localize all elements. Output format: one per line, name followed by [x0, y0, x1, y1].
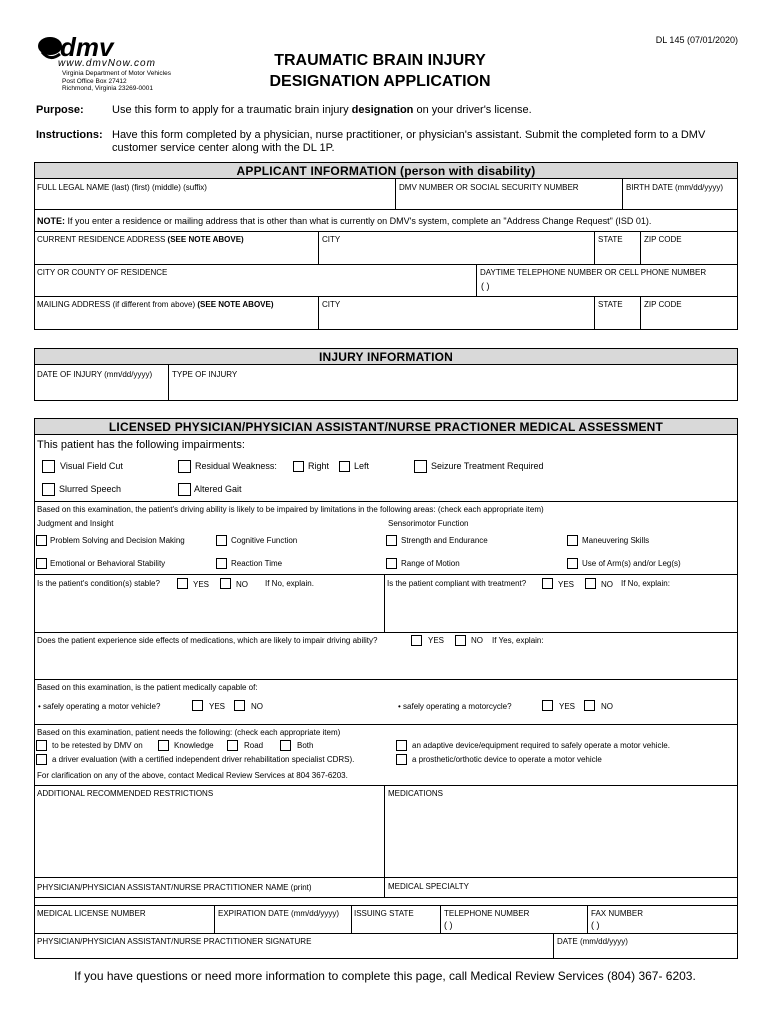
compliant-explain-label: If No, explain:	[621, 579, 670, 588]
impairments-intro: This patient has the following impairments:	[37, 439, 245, 451]
signature-date-field[interactable]	[558, 946, 734, 958]
footer-note: If you have questions or need more information to complete this page, call Medical Review Services (804) 367- 6203.	[74, 969, 696, 983]
cognitive-checkbox[interactable]	[216, 535, 227, 546]
mailing-state-label: STATE	[598, 300, 623, 309]
residence-zip-field[interactable]	[644, 246, 734, 260]
retested-label: to be retested by DMV on	[52, 741, 143, 750]
stable-explain-label: If No, explain.	[265, 579, 314, 588]
assessment-header: LICENSED PHYSICIAN/PHYSICIAN ASSISTANT/NURSE PRACTIONER MEDICAL ASSESSMENT	[35, 419, 737, 435]
practitioner-name-field[interactable]	[40, 892, 380, 897]
mailing-state-field[interactable]	[597, 312, 637, 326]
adaptive-checkbox[interactable]	[396, 740, 407, 751]
residence-address-field[interactable]	[40, 246, 314, 260]
cognitive-label: Cognitive Function	[231, 536, 298, 545]
visual-field-cut-checkbox[interactable]	[42, 460, 55, 473]
motorcycle-no-label: NO	[601, 702, 613, 711]
expiration-label: EXPIRATION DATE (mm/dd/yyyy)	[218, 909, 340, 918]
instructions-text: Have this form completed by a physician, nurse practitioner, or physician's assistant. Submit the completed form to a DMV customer service center along with the DL 1P.	[112, 129, 706, 154]
injury-date-label: DATE OF INJURY (mm/dd/yyyy)	[37, 370, 153, 379]
capable-intro: Based on this examination, is the patient medically capable of:	[37, 683, 258, 692]
reaction-label: Reaction Time	[231, 559, 283, 568]
slurred-speech-label: Slurred Speech	[59, 484, 122, 494]
maneuvering-label: Maneuvering Skills	[582, 536, 650, 545]
specialty-field[interactable]	[390, 892, 734, 897]
dmv-logo-text: dmv	[60, 32, 114, 62]
form-number: DL 145 (07/01/2020)	[655, 35, 738, 45]
address-line: Post Office Box 27412	[62, 77, 127, 85]
range-motion-label: Range of Motion	[401, 559, 460, 568]
reaction-checkbox[interactable]	[216, 558, 227, 569]
residual-weakness-label: Residual Weakness:	[195, 461, 277, 471]
stable-no-label: NO	[236, 580, 248, 589]
residence-city-field[interactable]	[322, 246, 590, 260]
instructions-label: Instructions:	[36, 129, 103, 141]
full-name-field[interactable]	[40, 192, 390, 206]
motor-vehicle-yes-label: YES	[209, 702, 226, 711]
motorcycle-yes-checkbox[interactable]	[542, 700, 553, 711]
dmv-number-field[interactable]	[400, 192, 618, 206]
mailing-zip-label: ZIP CODE	[644, 300, 682, 309]
prosthetic-label: a prosthetic/orthotic device to operate a motor vehicle	[412, 755, 602, 764]
residence-city-label: CITY	[322, 235, 341, 244]
residence-state-field[interactable]	[597, 246, 637, 260]
birth-date-field[interactable]	[627, 192, 735, 206]
county-field[interactable]	[40, 279, 470, 293]
license-number-field[interactable]	[40, 919, 210, 932]
adaptive-label: an adaptive device/equipment required to safely operate a motor vehicle.	[412, 741, 670, 750]
purpose-label: Purpose:	[36, 104, 84, 116]
specialty-label: MEDICAL SPECIALTY	[388, 882, 469, 891]
phone-label: DAYTIME TELEPHONE NUMBER OR CELL PHONE NUMBER	[480, 268, 707, 277]
side-effects-no-checkbox[interactable]	[455, 635, 466, 646]
problem-solving-label: Problem Solving and Decision Making	[50, 536, 185, 545]
right-label: Right	[308, 461, 330, 471]
visual-field-cut-label: Visual Field Cut	[60, 461, 123, 471]
use-arms-checkbox[interactable]	[567, 558, 578, 569]
compliant-no-label: NO	[601, 580, 613, 589]
dmv-number-label: DMV NUMBER OR SOCIAL SECURITY NUMBER	[399, 183, 579, 192]
applicant-header: APPLICANT INFORMATION (person with disability)	[35, 163, 737, 179]
strength-label: Strength and Endurance	[401, 536, 488, 545]
needs-intro: Based on this examination, patient needs the following: (check each appropriate item)	[37, 728, 341, 737]
injury-date-field[interactable]	[40, 382, 164, 398]
signature-field[interactable]	[40, 946, 548, 958]
compliant-yes-checkbox[interactable]	[542, 578, 553, 589]
dmv-logo	[36, 32, 226, 94]
problem-solving-checkbox[interactable]	[36, 535, 47, 546]
motor-vehicle-yes-checkbox[interactable]	[192, 700, 203, 711]
birth-date-label: BIRTH DATE (mm/dd/yyyy)	[626, 183, 724, 192]
altered-gait-checkbox[interactable]	[178, 483, 191, 496]
full-name-label: FULL LEGAL NAME (last) (first) (middle) (suffix)	[37, 183, 207, 192]
motorcycle-yes-label: YES	[559, 702, 576, 711]
emotional-checkbox[interactable]	[36, 558, 47, 569]
restrictions-label: ADDITIONAL RECOMMENDED RESTRICTIONS	[37, 789, 214, 798]
county-label: CITY OR COUNTY OF RESIDENCE	[37, 268, 168, 277]
side-effects-explain-field[interactable]	[40, 650, 734, 676]
page-title	[230, 50, 530, 92]
judgment-heading: Judgment and Insight	[37, 519, 114, 528]
retested-checkbox[interactable]	[36, 740, 47, 751]
motor-vehicle-question: • safely operating a motor vehicle?	[38, 702, 161, 711]
altered-gait-label: Altered Gait	[194, 484, 242, 494]
stable-no-checkbox[interactable]	[220, 578, 231, 589]
knowledge-checkbox[interactable]	[158, 740, 169, 751]
injury-type-label: TYPE OF INJURY	[172, 370, 238, 379]
address-line: Virginia Department of Motor Vehicles	[62, 70, 171, 77]
fax-field[interactable]	[606, 919, 734, 932]
side-effects-yes-checkbox[interactable]	[411, 635, 422, 646]
compliant-yes-label: YES	[558, 580, 575, 589]
title-line-2: DESIGNATION APPLICATION	[269, 73, 491, 90]
practitioner-name-label: PHYSICIAN/PHYSICIAN ASSISTANT/NURSE PRACTITIONER NAME (print)	[37, 883, 312, 892]
residence-state-label: STATE	[598, 235, 623, 244]
phone-paren: ( )	[481, 281, 490, 291]
issuing-state-field[interactable]	[355, 919, 437, 932]
motorcycle-question: • safely operating a motorcycle?	[398, 702, 512, 711]
side-effects-no-label: NO	[471, 636, 483, 645]
left-checkbox[interactable]	[339, 461, 350, 472]
license-number-label: MEDICAL LICENSE NUMBER	[37, 909, 146, 918]
seizure-label: Seizure Treatment Required	[431, 461, 544, 471]
both-label: Both	[297, 741, 314, 750]
injury-header: INJURY INFORMATION	[35, 349, 737, 365]
mailing-address-label: MAILING ADDRESS (if different from above) (SEE NOTE ABOVE)	[37, 300, 274, 309]
side-effects-explain-label: If Yes, explain:	[492, 636, 544, 645]
range-motion-checkbox[interactable]	[386, 558, 397, 569]
title-line-1: TRAUMATIC BRAIN INJURY	[274, 52, 486, 69]
motor-vehicle-no-label: NO	[251, 702, 263, 711]
signature-date-label: DATE (mm/dd/yyyy)	[557, 937, 628, 946]
driver-eval-checkbox[interactable]	[36, 754, 47, 765]
residence-address-label: CURRENT RESIDENCE ADDRESS (SEE NOTE ABOVE)	[37, 235, 244, 244]
both-checkbox[interactable]	[280, 740, 291, 751]
sensorimotor-heading: Sensorimotor Function	[388, 519, 469, 528]
mailing-city-label: CITY	[322, 300, 341, 309]
fax-label: FAX NUMBER	[591, 909, 644, 918]
road-checkbox[interactable]	[227, 740, 238, 751]
left-label: Left	[354, 461, 370, 471]
residence-zip-label: ZIP CODE	[644, 235, 682, 244]
driver-eval-label: a driver evaluation (with a certified independent driver rehabilitation specialist CDRS).	[52, 755, 355, 764]
slurred-speech-checkbox[interactable]	[42, 483, 55, 496]
fax-paren: ( )	[591, 920, 600, 930]
knowledge-label: Knowledge	[174, 741, 214, 750]
dmv-url: www.dmvNow.com	[58, 58, 156, 69]
address-line: Richmond, Virginia 23269-0001	[62, 85, 153, 92]
telephone-label: TELEPHONE NUMBER	[444, 909, 530, 918]
stable-explain-field[interactable]	[40, 594, 380, 628]
stable-yes-label: YES	[193, 580, 210, 589]
seizure-checkbox[interactable]	[414, 460, 427, 473]
phone-field[interactable]	[500, 279, 734, 293]
road-label: Road	[244, 741, 264, 750]
emotional-label: Emotional or Behavioral Stability	[50, 559, 166, 568]
issuing-state-label: ISSUING STATE	[354, 909, 414, 918]
clarification-text: For clarification on any of the above, contact Medical Review Services at 804 367-6203.	[37, 771, 348, 780]
mailing-zip-field[interactable]	[644, 312, 734, 326]
expiration-field[interactable]	[218, 919, 348, 932]
purpose-text: Use this form to apply for a traumatic brain injury designation on your driver's license.	[112, 104, 532, 116]
telephone-field[interactable]	[460, 919, 584, 932]
compliant-explain-field[interactable]	[390, 594, 734, 628]
motor-vehicle-no-checkbox[interactable]	[234, 700, 245, 711]
stable-yes-checkbox[interactable]	[177, 578, 188, 589]
residual-weakness-checkbox[interactable]	[178, 460, 191, 473]
driving-ability-intro: Based on this examination, the patient's driving ability is likely to be impaired by limitations in the following areas: (check each appropriate item)	[37, 505, 544, 514]
compliant-no-checkbox[interactable]	[585, 578, 596, 589]
right-checkbox[interactable]	[293, 461, 304, 472]
compliant-question: Is the patient compliant with treatment?	[387, 579, 527, 588]
motorcycle-no-checkbox[interactable]	[584, 700, 595, 711]
side-effects-yes-label: YES	[428, 636, 445, 645]
use-arms-label: Use of Arm(s) and/or Leg(s)	[582, 559, 681, 568]
strength-checkbox[interactable]	[386, 535, 397, 546]
restrictions-field[interactable]	[40, 800, 380, 874]
telephone-paren: ( )	[444, 920, 453, 930]
prosthetic-checkbox[interactable]	[396, 754, 407, 765]
mailing-city-field[interactable]	[322, 312, 590, 326]
medications-label: MEDICATIONS	[388, 789, 443, 798]
mailing-address-field[interactable]	[40, 312, 314, 326]
injury-type-field[interactable]	[174, 382, 734, 398]
maneuvering-checkbox[interactable]	[567, 535, 578, 546]
medications-field[interactable]	[390, 800, 734, 874]
stable-question: Is the patient's condition(s) stable?	[37, 579, 160, 588]
signature-label: PHYSICIAN/PHYSICIAN ASSISTANT/NURSE PRACTITIONER SIGNATURE	[37, 937, 312, 946]
side-effects-question: Does the patient experience side effects of medications, which are likely to impair driving ability?	[37, 636, 378, 645]
address-note: NOTE: If you enter a residence or mailing address that is other than what is currently on DMV's system, complete an "Address Change Request" (ISD 01).	[37, 216, 652, 226]
